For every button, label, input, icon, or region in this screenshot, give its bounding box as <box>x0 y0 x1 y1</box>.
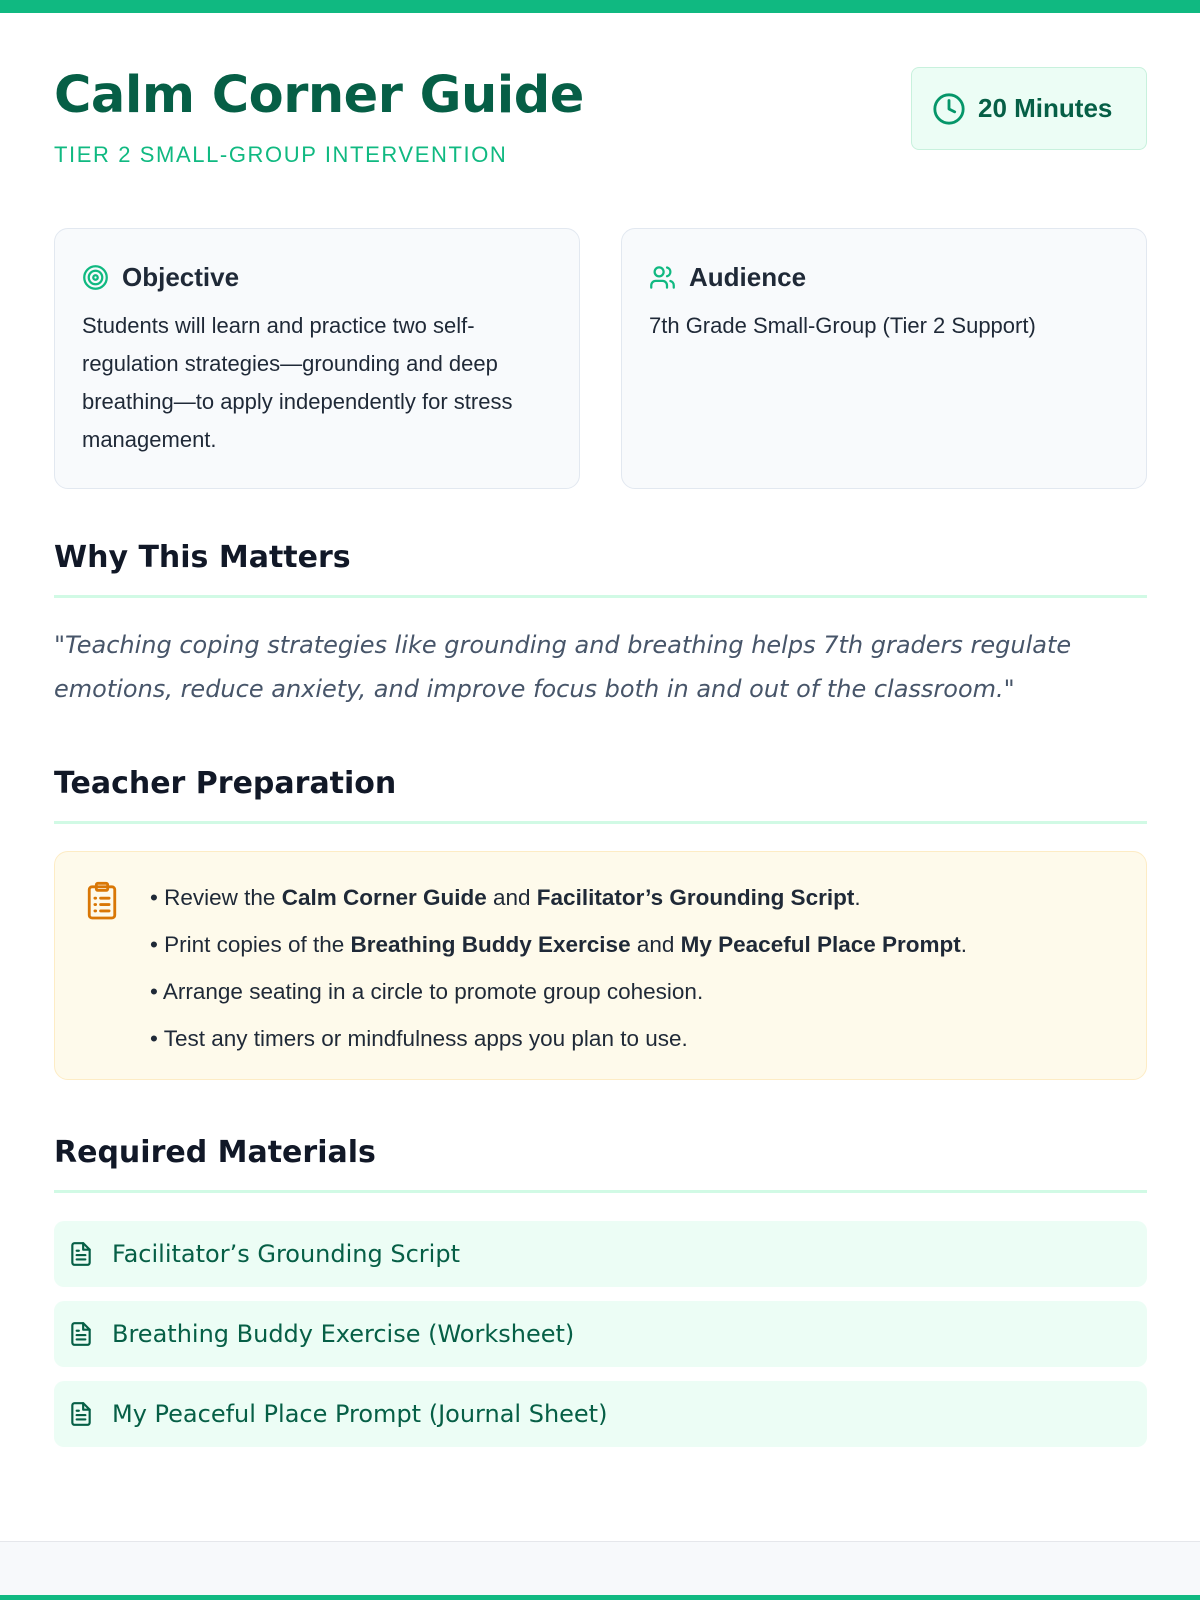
material-label: My Peaceful Place Prompt (Journal Sheet) <box>112 1400 608 1428</box>
objective-title: Objective <box>122 261 240 292</box>
prep-box <box>54 851 1147 1080</box>
material-item <box>54 1301 1147 1367</box>
prep-item: • Test any timers or mindfulness apps you plan to use. <box>150 1026 688 1051</box>
document-icon <box>68 1241 94 1267</box>
document-icon <box>68 1321 94 1347</box>
document-icon <box>68 1401 94 1427</box>
materials-section <box>54 1135 1147 1447</box>
audience-text: 7th Grade Small-Group (Tier 2 Support) <box>649 313 1036 338</box>
audience-card-header <box>649 259 1119 295</box>
material-label: Facilitator’s Grounding Script <box>112 1240 460 1268</box>
duration-text: 20 Minutes <box>978 93 1113 123</box>
bottom-accent-bar <box>0 1595 1200 1600</box>
page-subtitle: TIER 2 SMALL-GROUP INTERVENTION <box>54 142 508 167</box>
page-footer <box>0 1541 1200 1600</box>
prep-heading: Teacher Preparation <box>54 766 1147 824</box>
prep-list <box>150 874 1146 1062</box>
audience-card <box>621 228 1147 489</box>
material-label: Breathing Buddy Exercise (Worksheet) <box>112 1320 575 1348</box>
material-item <box>54 1381 1147 1447</box>
prep-item: • Arrange seating in a circle to promote group cohesion. <box>150 979 704 1004</box>
materials-heading: Required Materials <box>54 1135 1147 1193</box>
objective-card <box>54 228 580 489</box>
clock-icon <box>932 92 966 126</box>
why-heading: Why This Matters <box>54 540 1147 598</box>
target-icon <box>82 264 109 291</box>
prep-section <box>54 766 1147 1080</box>
duration-badge <box>911 67 1147 150</box>
audience-title: Audience <box>689 261 807 292</box>
prep-item: • Print copies of the Breathing Buddy Exercise and My Peaceful Place Prompt. <box>150 932 968 957</box>
prep-item: • Review the Calm Corner Guide and Facilitator’s Grounding Script. <box>150 885 861 910</box>
clipboard-icon <box>85 881 119 921</box>
page-header <box>54 0 1147 228</box>
users-icon <box>649 264 676 291</box>
objective-text: Students will learn and practice two self-regulation strategies—grounding and deep breathing—to apply independently for stress management. <box>82 313 513 452</box>
materials-list <box>54 1221 1147 1447</box>
material-item <box>54 1221 1147 1287</box>
why-section <box>54 540 1147 711</box>
page-container <box>54 0 1147 1461</box>
objective-card-header <box>82 259 552 295</box>
info-cards <box>54 228 1147 489</box>
why-quote: "Teaching coping strategies like grounding and breathing helps 7th graders regulate emotions, reduce anxiety, and improve focus both in and out of the classroom." <box>54 631 1072 703</box>
page-title: Calm Corner Guide <box>54 66 584 125</box>
